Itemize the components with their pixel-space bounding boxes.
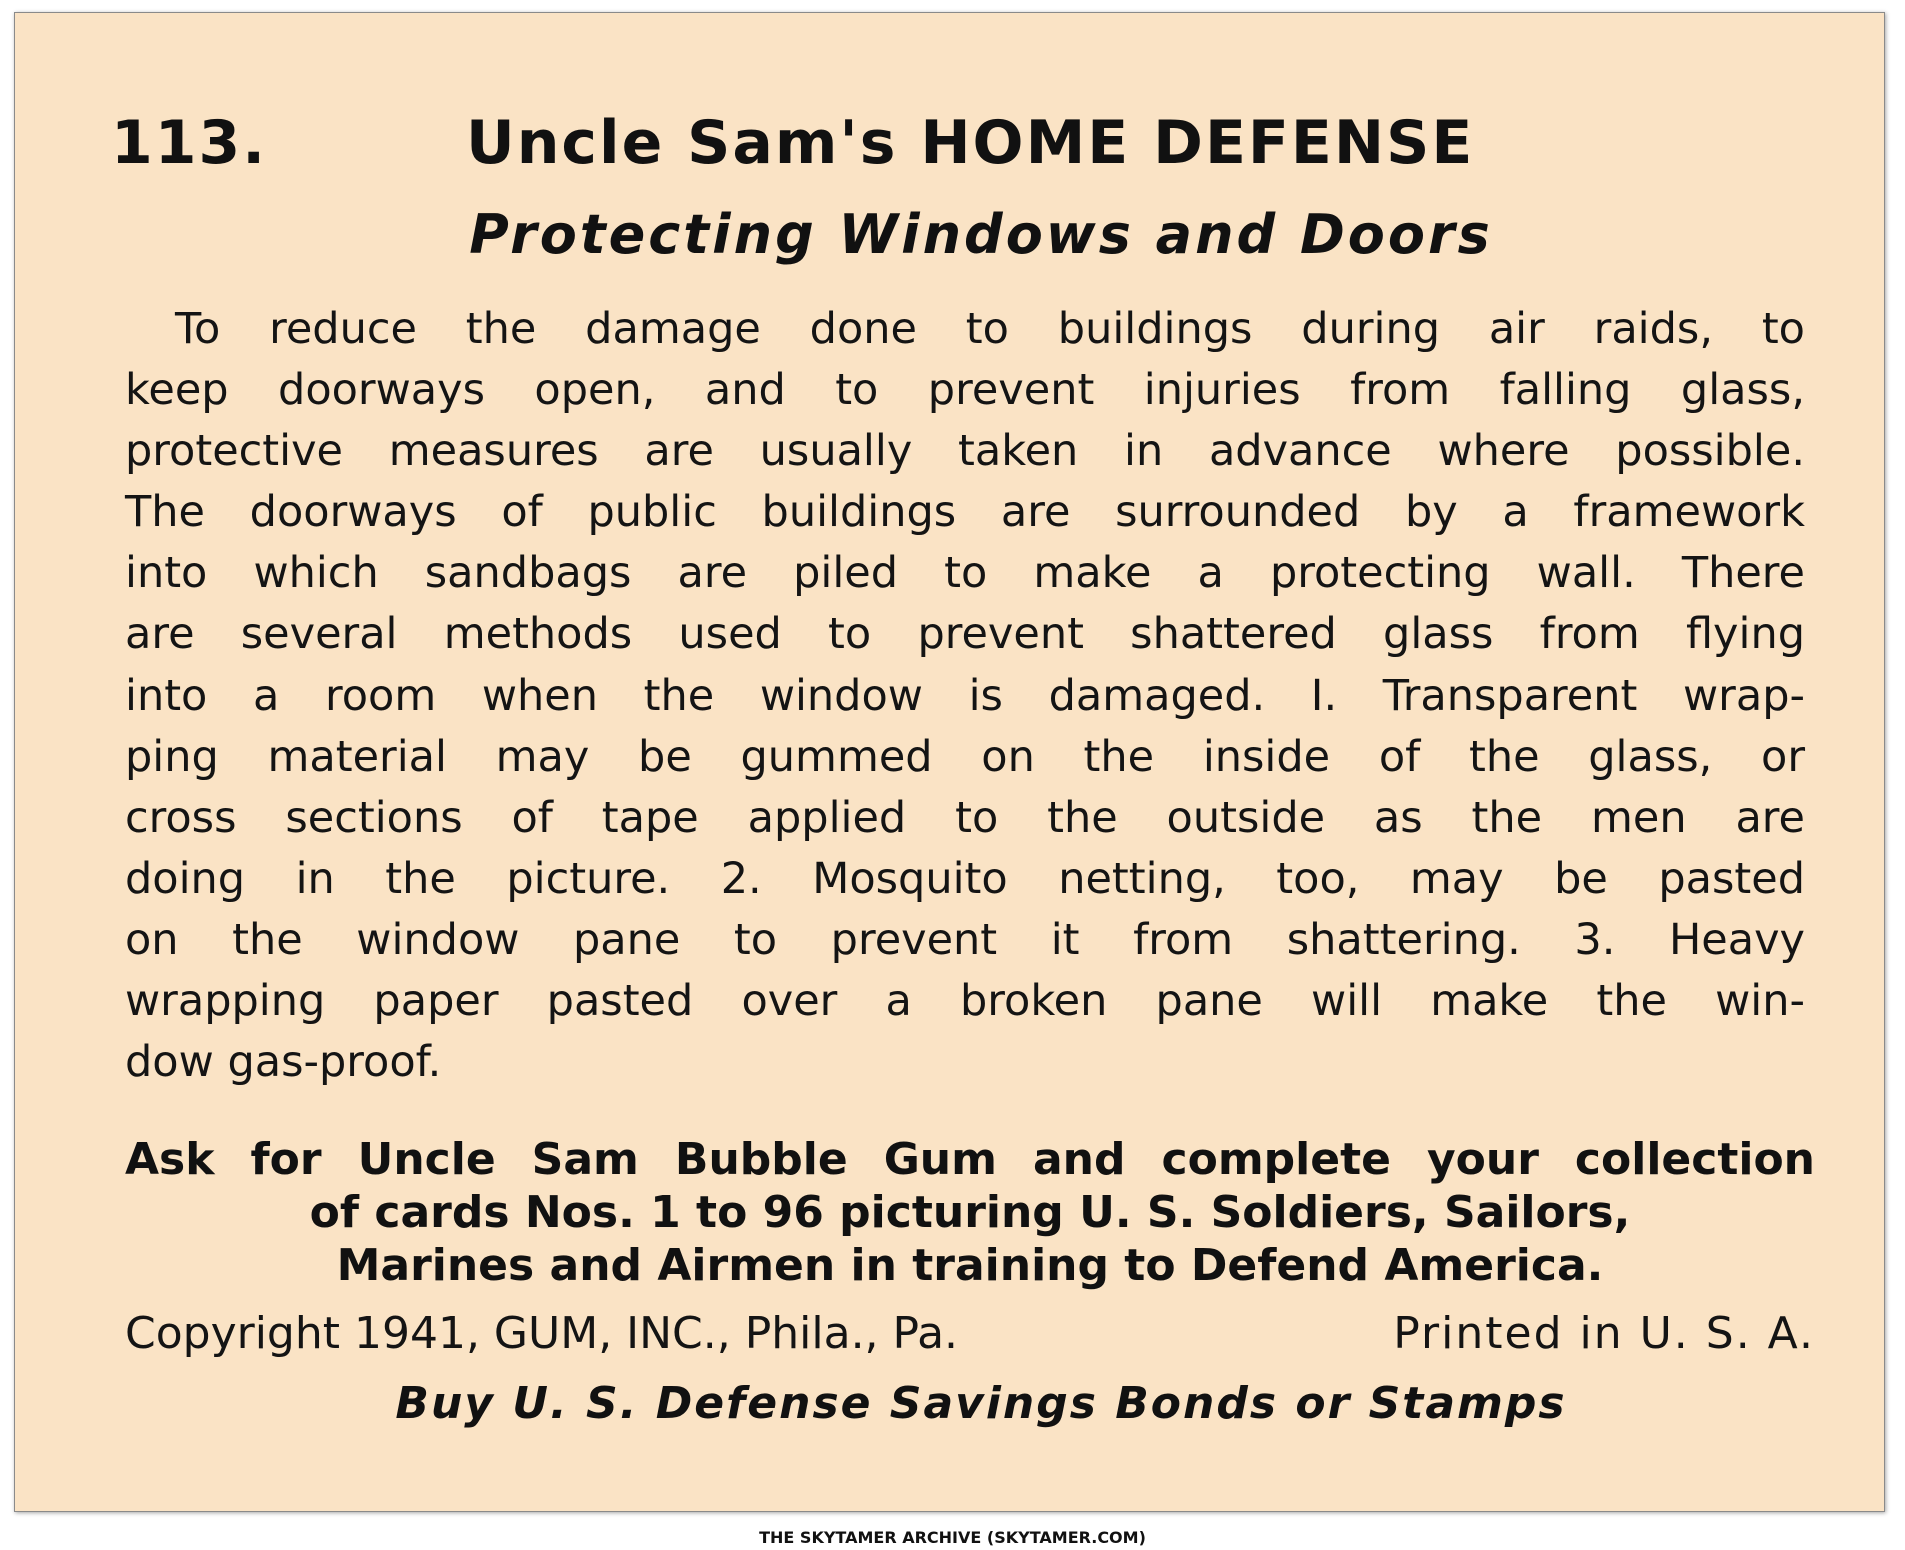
promo-line: Marines and Airmen in training to Defend America. (336, 1240, 1604, 1291)
card-header (111, 108, 1811, 188)
description-line: The doorways of public buildings are surrounded by a framework (125, 487, 1805, 538)
description-line: wrapping paper pasted over a broken pane will make the win- (125, 976, 1805, 1027)
copyright-notice: Copyright 1941, GUM, INC., Phila., Pa. (125, 1308, 959, 1359)
promo-line: of cards Nos. 1 to 96 picturing U. S. Soldiers, Sailors, (309, 1187, 1631, 1238)
copyright-row (125, 1308, 1815, 1368)
card-subtitle: Protecting Windows and Doors (469, 203, 1493, 266)
promo-text (125, 1133, 1815, 1292)
description-line: are several methods used to prevent shattered glass from flying (125, 609, 1805, 660)
description-line: on the window pane to prevent it from shattering. 3. Heavy (125, 914, 1805, 965)
description-line: cross sections of tape applied to the outside as the men are (125, 792, 1805, 843)
description-line: into which sandbags are piled to make a protecting wall. There (125, 548, 1805, 599)
description-line: protective measures are usually taken in advance where possible. (125, 426, 1805, 477)
description-line: into a room when the window is damaged. I. Transparent wrap- (125, 670, 1805, 721)
card-description (125, 299, 1805, 1093)
description-line: keep doorways open, and to prevent injuries from falling glass, (125, 365, 1805, 416)
trading-card-back (14, 12, 1885, 1512)
card-number: 113. (111, 108, 268, 178)
promo-line: Ask for Uncle Sam Bubble Gum and complete your collection (125, 1134, 1815, 1185)
bonds-slogan: Buy U. S. Defense Savings Bonds or Stamps (395, 1378, 1567, 1429)
description-line: doing in the picture. 2. Mosquito netting, too, may be pasted (125, 853, 1805, 904)
description-line: To reduce the damage done to buildings during air raids, to (175, 304, 1805, 354)
description-line: ping material may be gummed on the inside of the glass, or (125, 731, 1805, 782)
archive-credit: THE SKYTAMER ARCHIVE (SKYTAMER.COM) (759, 1528, 1146, 1547)
description-line: dow gas-proof. (125, 1037, 442, 1088)
series-title: Uncle Sam's HOME DEFENSE (466, 108, 1475, 178)
printed-in-notice: Printed in U. S. A. (1393, 1308, 1815, 1359)
